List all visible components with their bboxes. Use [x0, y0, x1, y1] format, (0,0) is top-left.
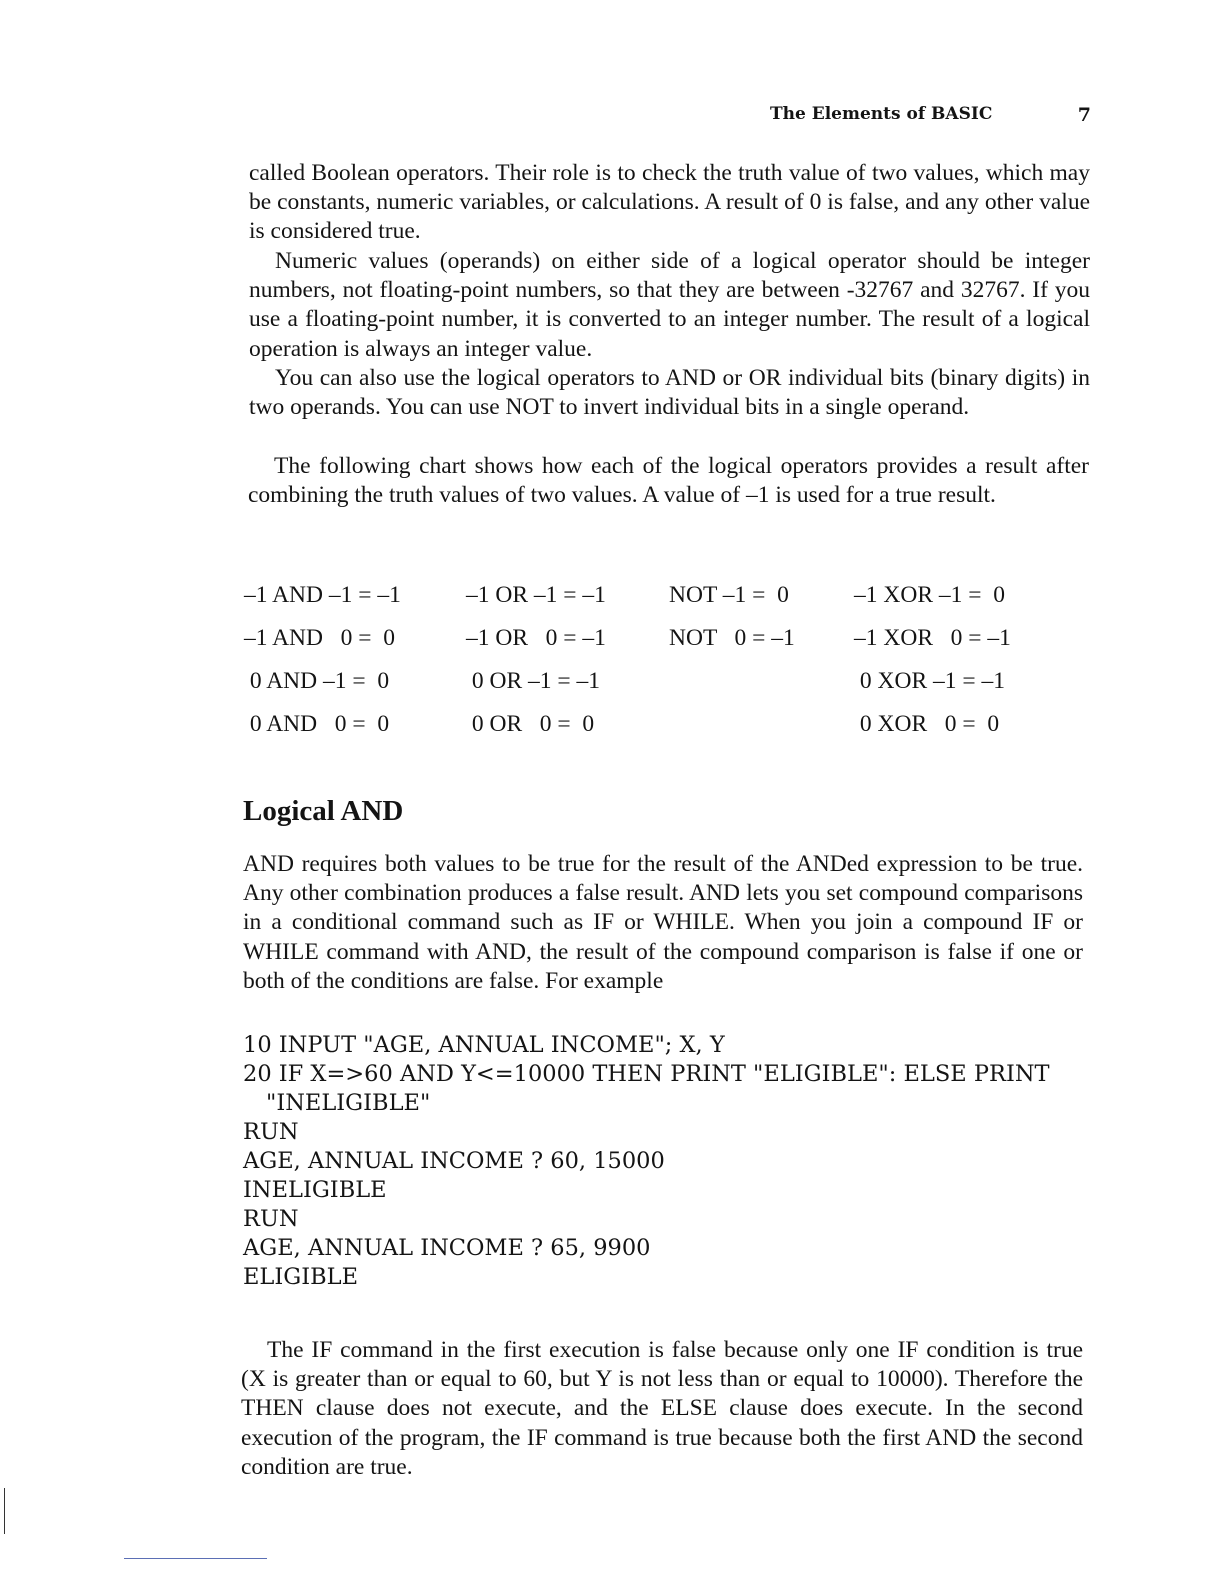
truth-table-cell: –1 AND 0 = 0 — [244, 625, 395, 651]
truth-table-cell: NOT 0 = –1 — [669, 625, 795, 651]
truth-table-cell: –1 XOR 0 = –1 — [854, 625, 1011, 651]
paragraph-explanation: The IF command in the first execution is false because only one IF condition is true (X is greater than or equal to 60, but Y is not less than or equal to 10000). Therefore the THEN clause does not execute, and the ELSE clause does execute. In the second execution of the program, the IF command is true because both the first AND the second condition are true. — [241, 1337, 1083, 1480]
truth-table-cell: –1 AND –1 = –1 — [244, 582, 401, 608]
paragraph-chart-intro: The following chart shows how each of the logical operators provides a result after combining the truth values of two values. A value of –1 is used for a true result. — [248, 453, 1089, 509]
truth-table-not-column — [669, 574, 795, 660]
scan-margin-line — [4, 1488, 5, 1534]
code-line: 10 INPUT "AGE, ANNUAL INCOME"; X, Y — [243, 1032, 725, 1058]
truth-table-cell: NOT –1 = 0 — [669, 582, 789, 608]
truth-table-xor-column — [854, 574, 1011, 746]
paragraph-boolean-operators: called Boolean operators. Their role is to check the truth value of two values, which may be constants, numeric variables, or calculations. A result of 0 is false, and any other value is considered true. — [249, 160, 1090, 245]
section-heading: Logical AND — [243, 795, 404, 827]
code-line: AGE, ANNUAL INCOME ? 60, 15000 — [243, 1148, 665, 1174]
truth-table-cell: –1 OR 0 = –1 — [466, 625, 606, 651]
paragraph-and-description: AND requires both values to be true for the result of the ANDed expression to be true. Any other combination produces a false result. AND lets you set compound comparisons in a conditional command such as IF or WHILE. When you join a compound IF or WHILE command with AND, the result of the compound comparison is false if one or both of the conditions are false. For example — [243, 851, 1083, 994]
code-line: RUN — [243, 1206, 299, 1232]
paragraph-numeric-values: Numeric values (operands) on either side of a logical operator should be integer numbers, not floating-point numbers, so that they are between -32767 and 32767. If you use a floating-point number, it is converted to an integer number. The result of a logical operation is always an integer value. — [249, 248, 1090, 362]
code-line: ELIGIBLE — [243, 1264, 359, 1290]
page-number: 7 — [1077, 104, 1091, 126]
code-line: AGE, ANNUAL INCOME ? 65, 9900 — [243, 1235, 651, 1261]
code-line: 20 IF X=>60 AND Y<=10000 THEN PRINT "ELIGIBLE": ELSE PRINT — [243, 1061, 1050, 1087]
truth-table-cell: –1 OR –1 = –1 — [466, 582, 606, 608]
code-line: "INELIGIBLE" — [266, 1090, 431, 1116]
truth-table-cell: 0 AND 0 = 0 — [244, 711, 390, 737]
truth-table — [240, 574, 1040, 744]
scan-bottom-line — [124, 1558, 267, 1559]
truth-table-cell: 0 OR 0 = 0 — [466, 711, 595, 737]
code-line: RUN — [243, 1119, 299, 1145]
truth-table-cell: 0 AND –1 = 0 — [244, 668, 390, 694]
truth-table-cell: –1 XOR –1 = 0 — [854, 582, 1005, 608]
truth-table-and-column — [244, 574, 401, 746]
truth-table-cell: 0 OR –1 = –1 — [466, 668, 601, 694]
truth-table-cell: 0 XOR 0 = 0 — [854, 711, 1000, 737]
truth-table-or-column — [466, 574, 606, 746]
truth-table-cell: 0 XOR –1 = –1 — [854, 668, 1005, 694]
paragraph-bitwise: You can also use the logical operators to AND or OR individual bits (binary digits) in two operands. You can use NOT to invert individual bits in a single operand. — [249, 365, 1090, 421]
code-example — [243, 1031, 1093, 1292]
running-header — [770, 104, 1095, 132]
code-line: INELIGIBLE — [243, 1177, 387, 1203]
header-title: The Elements of BASIC — [770, 104, 993, 124]
